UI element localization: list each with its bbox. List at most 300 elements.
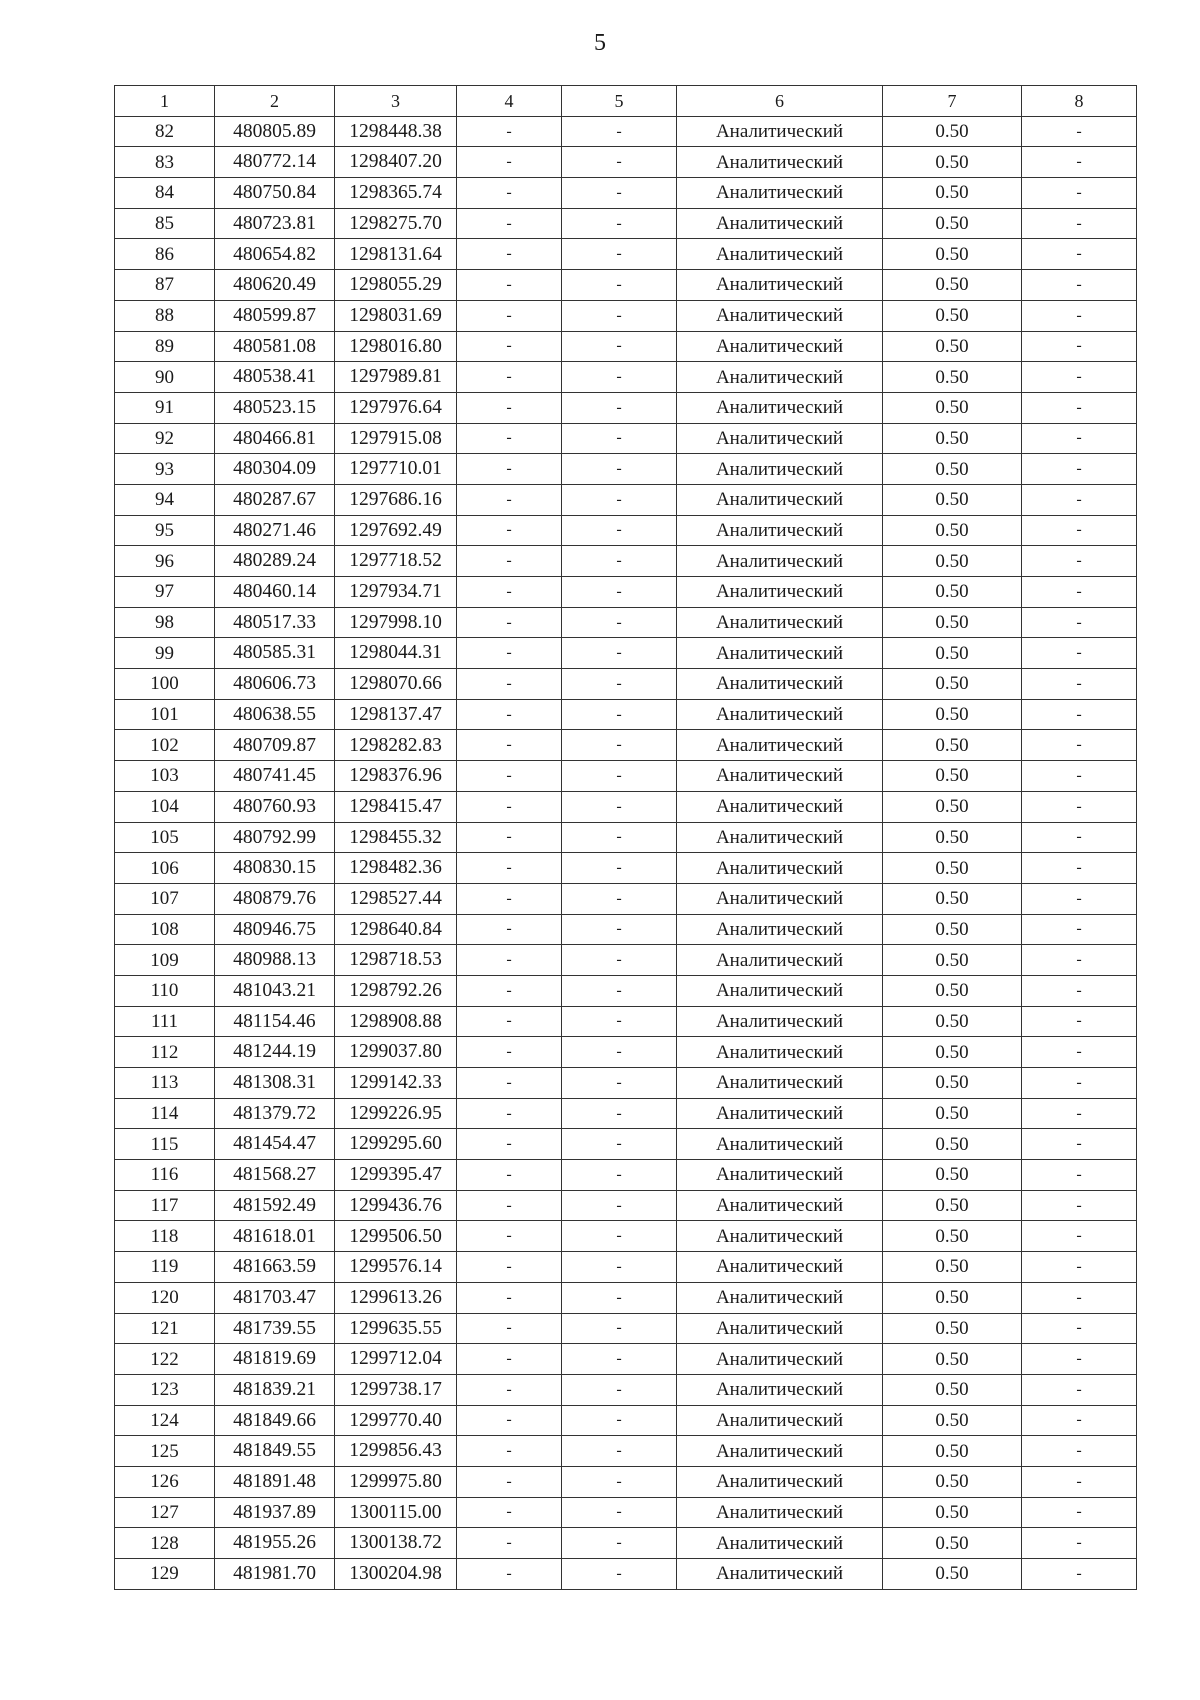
cell-col-4: - <box>457 1006 562 1037</box>
cell-col-4: - <box>457 669 562 700</box>
cell-y-coordinate: 1299770.40 <box>335 1405 457 1436</box>
cell-col-4: - <box>457 1037 562 1068</box>
cell-col-4: - <box>457 208 562 239</box>
cell-x-coordinate: 481819.69 <box>215 1344 335 1375</box>
cell-col-4: - <box>457 1528 562 1559</box>
cell-method: Аналитический <box>677 362 883 393</box>
cell-method: Аналитический <box>677 1129 883 1160</box>
cell-point-number: 102 <box>115 730 215 761</box>
cell-col-5: - <box>562 1466 677 1497</box>
cell-y-coordinate: 1298137.47 <box>335 699 457 730</box>
cell-x-coordinate: 480620.49 <box>215 270 335 301</box>
cell-x-coordinate: 481663.59 <box>215 1252 335 1283</box>
table-row <box>115 423 1137 454</box>
cell-accuracy: 0.50 <box>883 392 1022 423</box>
cell-point-number: 121 <box>115 1313 215 1344</box>
cell-y-coordinate: 1298908.88 <box>335 1006 457 1037</box>
cell-col-4: - <box>457 1559 562 1590</box>
cell-x-coordinate: 481379.72 <box>215 1098 335 1129</box>
cell-accuracy: 0.50 <box>883 607 1022 638</box>
column-header-1: 1 <box>115 86 215 117</box>
cell-col-8: - <box>1022 761 1137 792</box>
table-row <box>115 362 1137 393</box>
cell-accuracy: 0.50 <box>883 975 1022 1006</box>
cell-accuracy: 0.50 <box>883 1252 1022 1283</box>
cell-y-coordinate: 1300138.72 <box>335 1528 457 1559</box>
table-row <box>115 669 1137 700</box>
cell-x-coordinate: 480271.46 <box>215 515 335 546</box>
table-row <box>115 1160 1137 1191</box>
cell-col-5: - <box>562 1160 677 1191</box>
cell-col-5: - <box>562 1282 677 1313</box>
cell-col-5: - <box>562 270 677 301</box>
cell-accuracy: 0.50 <box>883 638 1022 669</box>
cell-method: Аналитический <box>677 454 883 485</box>
cell-method: Аналитический <box>677 975 883 1006</box>
cell-col-5: - <box>562 638 677 669</box>
cell-col-5: - <box>562 362 677 393</box>
column-header-5: 5 <box>562 86 677 117</box>
cell-point-number: 116 <box>115 1160 215 1191</box>
cell-col-5: - <box>562 300 677 331</box>
cell-col-4: - <box>457 1282 562 1313</box>
table-row <box>115 208 1137 239</box>
cell-col-4: - <box>457 1221 562 1252</box>
cell-x-coordinate: 481703.47 <box>215 1282 335 1313</box>
cell-x-coordinate: 481454.47 <box>215 1129 335 1160</box>
column-header-4: 4 <box>457 86 562 117</box>
cell-col-5: - <box>562 1129 677 1160</box>
cell-method: Аналитический <box>677 208 883 239</box>
cell-point-number: 96 <box>115 546 215 577</box>
cell-point-number: 122 <box>115 1344 215 1375</box>
cell-col-4: - <box>457 914 562 945</box>
cell-point-number: 115 <box>115 1129 215 1160</box>
cell-y-coordinate: 1298376.96 <box>335 761 457 792</box>
cell-col-5: - <box>562 914 677 945</box>
cell-x-coordinate: 480466.81 <box>215 423 335 454</box>
cell-col-8: - <box>1022 791 1137 822</box>
cell-col-4: - <box>457 1098 562 1129</box>
cell-y-coordinate: 1298640.84 <box>335 914 457 945</box>
cell-method: Аналитический <box>677 1252 883 1283</box>
table-row <box>115 791 1137 822</box>
cell-col-8: - <box>1022 945 1137 976</box>
cell-x-coordinate: 480792.99 <box>215 822 335 853</box>
cell-col-5: - <box>562 239 677 270</box>
cell-col-4: - <box>457 392 562 423</box>
cell-col-8: - <box>1022 699 1137 730</box>
cell-col-8: - <box>1022 638 1137 669</box>
cell-point-number: 111 <box>115 1006 215 1037</box>
cell-point-number: 101 <box>115 699 215 730</box>
cell-point-number: 118 <box>115 1221 215 1252</box>
table-row <box>115 1221 1137 1252</box>
cell-col-5: - <box>562 331 677 362</box>
cell-col-8: - <box>1022 669 1137 700</box>
table-row <box>115 1344 1137 1375</box>
cell-accuracy: 0.50 <box>883 1436 1022 1467</box>
cell-col-5: - <box>562 1313 677 1344</box>
cell-col-8: - <box>1022 1129 1137 1160</box>
cell-method: Аналитический <box>677 1466 883 1497</box>
cell-method: Аналитический <box>677 423 883 454</box>
cell-point-number: 100 <box>115 669 215 700</box>
cell-point-number: 124 <box>115 1405 215 1436</box>
cell-method: Аналитический <box>677 239 883 270</box>
cell-y-coordinate: 1298482.36 <box>335 853 457 884</box>
cell-x-coordinate: 480772.14 <box>215 147 335 178</box>
cell-col-5: - <box>562 1221 677 1252</box>
cell-point-number: 127 <box>115 1497 215 1528</box>
cell-method: Аналитический <box>677 791 883 822</box>
cell-x-coordinate: 481937.89 <box>215 1497 335 1528</box>
cell-accuracy: 0.50 <box>883 699 1022 730</box>
cell-col-5: - <box>562 1098 677 1129</box>
cell-x-coordinate: 481568.27 <box>215 1160 335 1191</box>
cell-col-8: - <box>1022 1313 1137 1344</box>
table-row <box>115 331 1137 362</box>
cell-col-5: - <box>562 883 677 914</box>
table-row <box>115 1037 1137 1068</box>
cell-method: Аналитический <box>677 1068 883 1099</box>
cell-point-number: 110 <box>115 975 215 1006</box>
cell-accuracy: 0.50 <box>883 178 1022 209</box>
cell-col-8: - <box>1022 1436 1137 1467</box>
cell-method: Аналитический <box>677 147 883 178</box>
cell-col-4: - <box>457 239 562 270</box>
cell-x-coordinate: 480606.73 <box>215 669 335 700</box>
cell-x-coordinate: 481849.66 <box>215 1405 335 1436</box>
cell-point-number: 107 <box>115 883 215 914</box>
table-row <box>115 1068 1137 1099</box>
cell-method: Аналитический <box>677 515 883 546</box>
table-row <box>115 515 1137 546</box>
cell-method: Аналитический <box>677 1006 883 1037</box>
cell-method: Аналитический <box>677 1497 883 1528</box>
cell-col-8: - <box>1022 392 1137 423</box>
cell-col-5: - <box>562 1068 677 1099</box>
column-header-6: 6 <box>677 86 883 117</box>
cell-y-coordinate: 1299142.33 <box>335 1068 457 1099</box>
cell-y-coordinate: 1298455.32 <box>335 822 457 853</box>
cell-col-4: - <box>457 484 562 515</box>
cell-y-coordinate: 1298792.26 <box>335 975 457 1006</box>
table-row <box>115 1528 1137 1559</box>
cell-accuracy: 0.50 <box>883 484 1022 515</box>
cell-y-coordinate: 1300115.00 <box>335 1497 457 1528</box>
cell-col-8: - <box>1022 515 1137 546</box>
cell-x-coordinate: 480654.82 <box>215 239 335 270</box>
cell-y-coordinate: 1298448.38 <box>335 116 457 147</box>
cell-x-coordinate: 480585.31 <box>215 638 335 669</box>
cell-accuracy: 0.50 <box>883 761 1022 792</box>
cell-col-4: - <box>457 1436 562 1467</box>
cell-col-5: - <box>562 546 677 577</box>
cell-x-coordinate: 480750.84 <box>215 178 335 209</box>
page-number: 5 <box>594 30 606 56</box>
cell-accuracy: 0.50 <box>883 669 1022 700</box>
cell-col-5: - <box>562 1006 677 1037</box>
cell-point-number: 92 <box>115 423 215 454</box>
cell-x-coordinate: 480460.14 <box>215 577 335 608</box>
cell-col-4: - <box>457 577 562 608</box>
cell-col-5: - <box>562 1497 677 1528</box>
cell-method: Аналитический <box>677 1037 883 1068</box>
cell-col-5: - <box>562 791 677 822</box>
cell-y-coordinate: 1297989.81 <box>335 362 457 393</box>
cell-accuracy: 0.50 <box>883 116 1022 147</box>
cell-accuracy: 0.50 <box>883 208 1022 239</box>
cell-col-8: - <box>1022 454 1137 485</box>
cell-col-5: - <box>562 392 677 423</box>
cell-point-number: 85 <box>115 208 215 239</box>
cell-col-4: - <box>457 791 562 822</box>
cell-x-coordinate: 481592.49 <box>215 1190 335 1221</box>
cell-point-number: 82 <box>115 116 215 147</box>
cell-accuracy: 0.50 <box>883 1037 1022 1068</box>
cell-col-5: - <box>562 1528 677 1559</box>
cell-point-number: 114 <box>115 1098 215 1129</box>
cell-col-5: - <box>562 515 677 546</box>
cell-accuracy: 0.50 <box>883 730 1022 761</box>
cell-method: Аналитический <box>677 1098 883 1129</box>
cell-y-coordinate: 1299738.17 <box>335 1374 457 1405</box>
cell-accuracy: 0.50 <box>883 1405 1022 1436</box>
cell-x-coordinate: 481955.26 <box>215 1528 335 1559</box>
cell-col-4: - <box>457 270 562 301</box>
cell-method: Аналитический <box>677 883 883 914</box>
table-row <box>115 761 1137 792</box>
column-header-7: 7 <box>883 86 1022 117</box>
cell-col-8: - <box>1022 116 1137 147</box>
cell-accuracy: 0.50 <box>883 822 1022 853</box>
cell-y-coordinate: 1298365.74 <box>335 178 457 209</box>
table-row <box>115 914 1137 945</box>
cell-y-coordinate: 1299506.50 <box>335 1221 457 1252</box>
cell-accuracy: 0.50 <box>883 791 1022 822</box>
cell-accuracy: 0.50 <box>883 1221 1022 1252</box>
cell-col-4: - <box>457 116 562 147</box>
cell-col-8: - <box>1022 1221 1137 1252</box>
cell-method: Аналитический <box>677 945 883 976</box>
cell-col-8: - <box>1022 1344 1137 1375</box>
table-row <box>115 1436 1137 1467</box>
cell-col-8: - <box>1022 607 1137 638</box>
table-body <box>115 116 1137 1589</box>
cell-col-8: - <box>1022 362 1137 393</box>
cell-col-5: - <box>562 945 677 976</box>
cell-col-5: - <box>562 1559 677 1590</box>
cell-col-8: - <box>1022 300 1137 331</box>
cell-point-number: 88 <box>115 300 215 331</box>
cell-col-8: - <box>1022 883 1137 914</box>
cell-col-4: - <box>457 423 562 454</box>
cell-x-coordinate: 480523.15 <box>215 392 335 423</box>
cell-col-8: - <box>1022 208 1137 239</box>
cell-accuracy: 0.50 <box>883 239 1022 270</box>
cell-col-5: - <box>562 1037 677 1068</box>
cell-x-coordinate: 481618.01 <box>215 1221 335 1252</box>
cell-x-coordinate: 480988.13 <box>215 945 335 976</box>
table-row <box>115 699 1137 730</box>
cell-point-number: 86 <box>115 239 215 270</box>
cell-method: Аналитический <box>677 914 883 945</box>
cell-method: Аналитический <box>677 1559 883 1590</box>
cell-col-4: - <box>457 883 562 914</box>
cell-col-8: - <box>1022 239 1137 270</box>
cell-col-4: - <box>457 822 562 853</box>
cell-y-coordinate: 1299975.80 <box>335 1466 457 1497</box>
cell-point-number: 120 <box>115 1282 215 1313</box>
cell-col-5: - <box>562 1344 677 1375</box>
cell-y-coordinate: 1298070.66 <box>335 669 457 700</box>
table-row <box>115 1313 1137 1344</box>
cell-accuracy: 0.50 <box>883 546 1022 577</box>
cell-col-5: - <box>562 761 677 792</box>
cell-point-number: 112 <box>115 1037 215 1068</box>
cell-point-number: 98 <box>115 607 215 638</box>
cell-col-4: - <box>457 546 562 577</box>
cell-accuracy: 0.50 <box>883 914 1022 945</box>
table-row <box>115 1405 1137 1436</box>
cell-point-number: 103 <box>115 761 215 792</box>
cell-x-coordinate: 480599.87 <box>215 300 335 331</box>
cell-col-8: - <box>1022 1160 1137 1191</box>
coordinates-table <box>114 85 1137 1590</box>
cell-y-coordinate: 1298016.80 <box>335 331 457 362</box>
cell-col-5: - <box>562 699 677 730</box>
cell-accuracy: 0.50 <box>883 331 1022 362</box>
cell-accuracy: 0.50 <box>883 270 1022 301</box>
table-row <box>115 484 1137 515</box>
cell-col-8: - <box>1022 484 1137 515</box>
cell-col-5: - <box>562 669 677 700</box>
cell-method: Аналитический <box>677 761 883 792</box>
cell-col-5: - <box>562 607 677 638</box>
cell-accuracy: 0.50 <box>883 1098 1022 1129</box>
cell-col-5: - <box>562 853 677 884</box>
cell-point-number: 89 <box>115 331 215 362</box>
cell-y-coordinate: 1297976.64 <box>335 392 457 423</box>
cell-method: Аналитический <box>677 546 883 577</box>
cell-x-coordinate: 481891.48 <box>215 1466 335 1497</box>
cell-col-8: - <box>1022 1037 1137 1068</box>
cell-y-coordinate: 1299576.14 <box>335 1252 457 1283</box>
cell-method: Аналитический <box>677 577 883 608</box>
table-row <box>115 178 1137 209</box>
cell-accuracy: 0.50 <box>883 1466 1022 1497</box>
cell-accuracy: 0.50 <box>883 454 1022 485</box>
cell-col-4: - <box>457 454 562 485</box>
cell-col-8: - <box>1022 975 1137 1006</box>
table-row <box>115 147 1137 178</box>
table-row <box>115 239 1137 270</box>
cell-y-coordinate: 1299613.26 <box>335 1282 457 1313</box>
cell-x-coordinate: 480805.89 <box>215 116 335 147</box>
cell-point-number: 95 <box>115 515 215 546</box>
cell-col-5: - <box>562 577 677 608</box>
cell-col-8: - <box>1022 1405 1137 1436</box>
cell-accuracy: 0.50 <box>883 1313 1022 1344</box>
cell-point-number: 108 <box>115 914 215 945</box>
cell-col-5: - <box>562 208 677 239</box>
cell-col-8: - <box>1022 147 1137 178</box>
cell-col-8: - <box>1022 1497 1137 1528</box>
cell-method: Аналитический <box>677 1190 883 1221</box>
cell-point-number: 109 <box>115 945 215 976</box>
cell-accuracy: 0.50 <box>883 1160 1022 1191</box>
cell-y-coordinate: 1298131.64 <box>335 239 457 270</box>
table-row <box>115 975 1137 1006</box>
table-row <box>115 546 1137 577</box>
cell-y-coordinate: 1298527.44 <box>335 883 457 914</box>
cell-col-8: - <box>1022 730 1137 761</box>
cell-point-number: 91 <box>115 392 215 423</box>
cell-col-4: - <box>457 607 562 638</box>
cell-col-8: - <box>1022 1190 1137 1221</box>
cell-point-number: 113 <box>115 1068 215 1099</box>
cell-col-8: - <box>1022 1528 1137 1559</box>
table-row <box>115 1282 1137 1313</box>
cell-point-number: 117 <box>115 1190 215 1221</box>
cell-col-4: - <box>457 1466 562 1497</box>
table-row <box>115 577 1137 608</box>
cell-x-coordinate: 481739.55 <box>215 1313 335 1344</box>
cell-point-number: 119 <box>115 1252 215 1283</box>
cell-method: Аналитический <box>677 1282 883 1313</box>
table-row <box>115 1374 1137 1405</box>
table-row <box>115 454 1137 485</box>
cell-method: Аналитический <box>677 822 883 853</box>
cell-y-coordinate: 1299395.47 <box>335 1160 457 1191</box>
cell-col-8: - <box>1022 1098 1137 1129</box>
cell-col-4: - <box>457 1405 562 1436</box>
cell-y-coordinate: 1297692.49 <box>335 515 457 546</box>
cell-col-5: - <box>562 147 677 178</box>
cell-col-4: - <box>457 1313 562 1344</box>
cell-method: Аналитический <box>677 392 883 423</box>
cell-col-4: - <box>457 1374 562 1405</box>
cell-col-5: - <box>562 1374 677 1405</box>
cell-accuracy: 0.50 <box>883 1497 1022 1528</box>
cell-col-5: - <box>562 484 677 515</box>
cell-point-number: 94 <box>115 484 215 515</box>
cell-col-5: - <box>562 178 677 209</box>
cell-col-4: - <box>457 853 562 884</box>
cell-col-4: - <box>457 1190 562 1221</box>
cell-method: Аналитический <box>677 1313 883 1344</box>
table-row <box>115 853 1137 884</box>
cell-point-number: 87 <box>115 270 215 301</box>
cell-y-coordinate: 1297686.16 <box>335 484 457 515</box>
cell-col-5: - <box>562 975 677 1006</box>
cell-col-8: - <box>1022 1006 1137 1037</box>
cell-y-coordinate: 1297998.10 <box>335 607 457 638</box>
table-row <box>115 392 1137 423</box>
cell-x-coordinate: 481244.19 <box>215 1037 335 1068</box>
cell-accuracy: 0.50 <box>883 1528 1022 1559</box>
cell-point-number: 105 <box>115 822 215 853</box>
cell-y-coordinate: 1299856.43 <box>335 1436 457 1467</box>
cell-method: Аналитический <box>677 331 883 362</box>
cell-accuracy: 0.50 <box>883 1129 1022 1160</box>
cell-x-coordinate: 480879.76 <box>215 883 335 914</box>
cell-accuracy: 0.50 <box>883 423 1022 454</box>
cell-col-8: - <box>1022 853 1137 884</box>
cell-y-coordinate: 1298718.53 <box>335 945 457 976</box>
cell-col-4: - <box>457 1344 562 1375</box>
